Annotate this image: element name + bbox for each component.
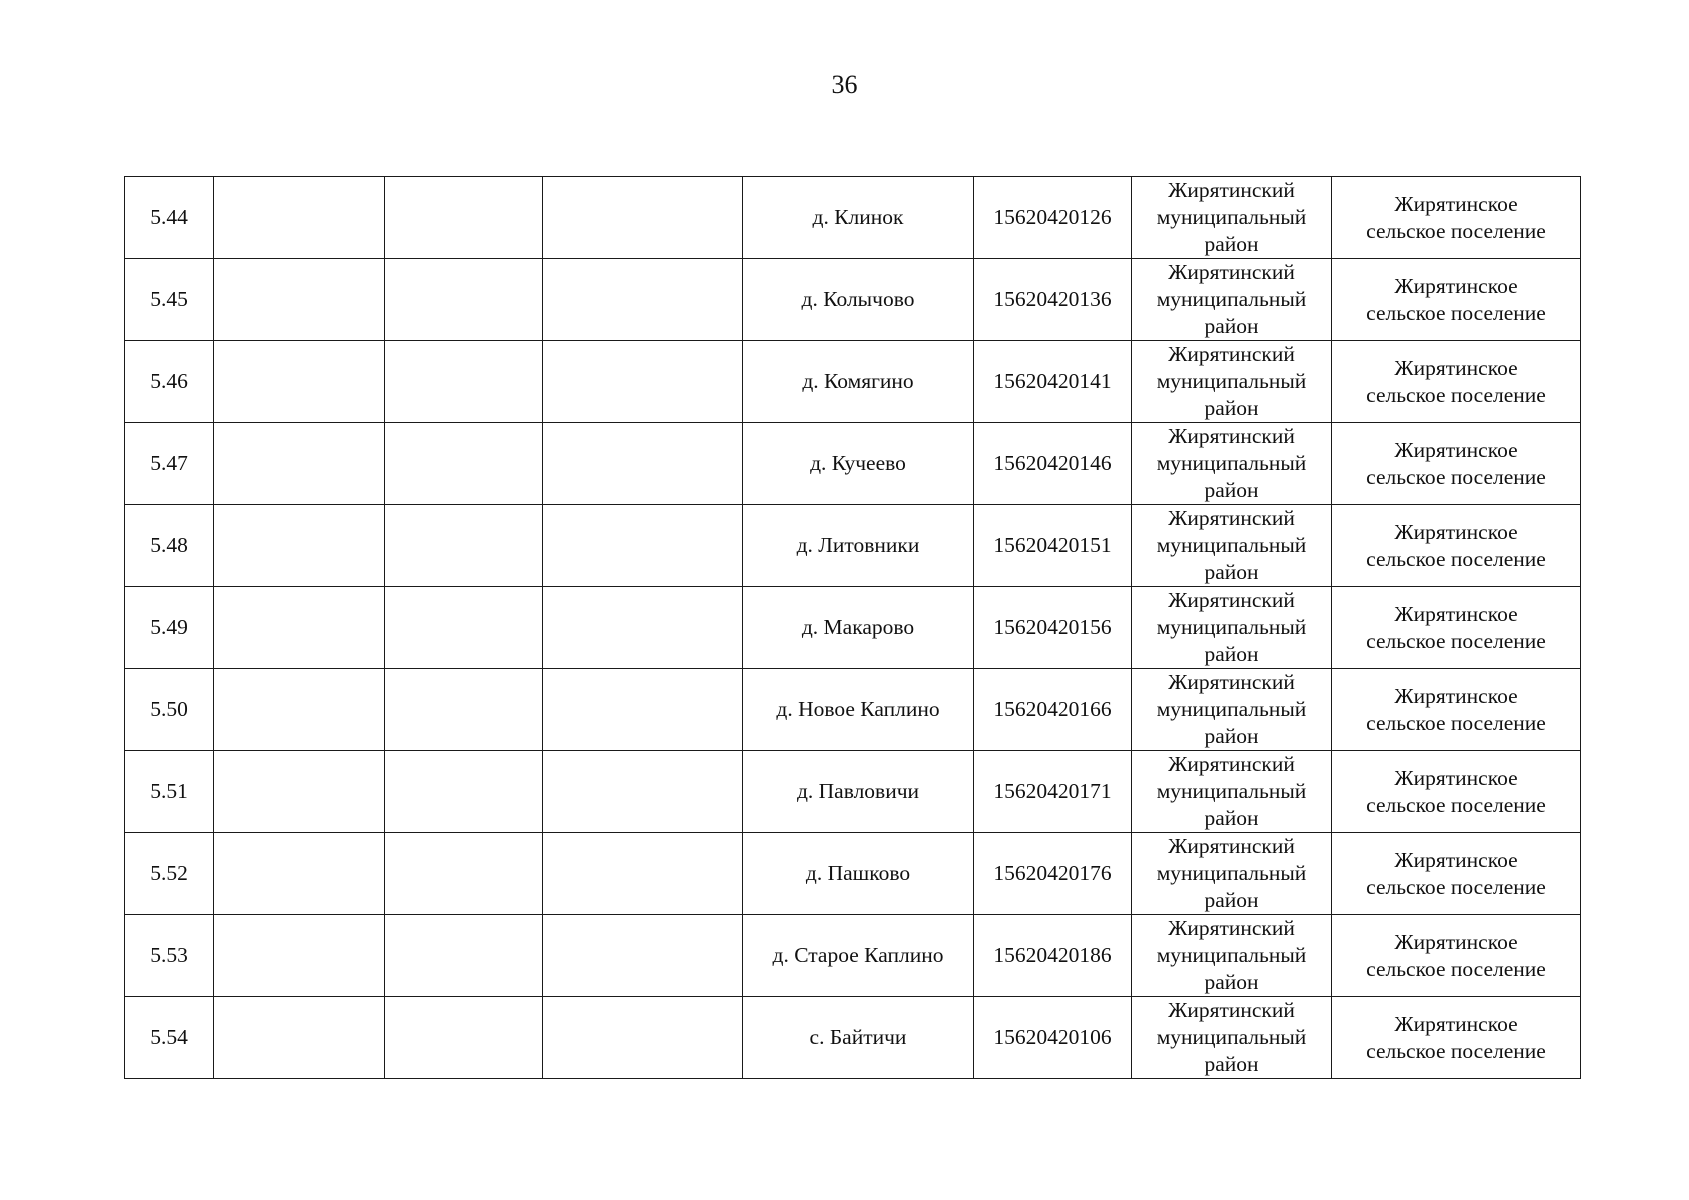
settlement-line: сельское поселение [1366,792,1546,817]
empty-cell [385,505,543,587]
row-number-cell: 5.44 [125,177,214,259]
empty-cell [543,751,743,833]
empty-cell [385,997,543,1079]
oktmo-code-cell: 15620420136 [974,259,1132,341]
oktmo-code-cell: 15620420176 [974,833,1132,915]
page-number: 36 [831,70,858,99]
table-row [125,997,1581,1079]
row-number-cell: 5.47 [125,423,214,505]
settlement-line: Жирятинское [1394,273,1518,298]
table-row [125,423,1581,505]
oktmo-code-cell: 15620420106 [974,997,1132,1079]
municipal-district-cell [1132,423,1332,505]
district-line: муниципальный [1156,779,1307,803]
row-number-cell: 5.51 [125,751,214,833]
settlement-line: сельское поселение [1366,956,1546,981]
district-line: муниципальный [1156,369,1307,393]
settlement-cell [1332,915,1581,997]
district-line: район [1204,478,1259,502]
empty-cell [543,177,743,259]
settlement-line: сельское поселение [1366,300,1546,325]
locality-name-cell: д. Старое Каплино [743,915,974,997]
locality-name-cell: д. Комягино [743,341,974,423]
district-line: муниципальный [1156,615,1307,639]
row-number-cell: 5.46 [125,341,214,423]
table-row [125,751,1581,833]
settlements-table [124,176,1581,1079]
municipal-district-cell [1132,669,1332,751]
table-row [125,833,1581,915]
settlement-line: Жирятинское [1394,929,1518,954]
settlement-line: сельское поселение [1366,1038,1546,1063]
settlement-line: сельское поселение [1366,710,1546,735]
empty-cell [385,669,543,751]
settlement-cell [1332,587,1581,669]
settlement-cell [1332,259,1581,341]
district-line: район [1204,560,1259,584]
municipal-district-cell [1132,505,1332,587]
empty-cell [214,259,385,341]
district-line: район [1204,806,1259,830]
district-line: Жирятинский [1168,834,1295,858]
oktmo-code-cell: 15620420126 [974,177,1132,259]
empty-cell [543,587,743,669]
municipal-district-cell [1132,751,1332,833]
district-line: Жирятинский [1168,424,1295,448]
empty-cell [385,915,543,997]
settlement-line: Жирятинское [1394,191,1518,216]
locality-name-cell: д. Макарово [743,587,974,669]
district-line: Жирятинский [1168,506,1295,530]
settlement-line: Жирятинское [1394,847,1518,872]
district-line: муниципальный [1156,861,1307,885]
empty-cell [214,751,385,833]
oktmo-code-cell: 15620420186 [974,915,1132,997]
settlement-cell [1332,341,1581,423]
empty-cell [543,505,743,587]
district-line: район [1204,396,1259,420]
empty-cell [543,833,743,915]
settlement-cell [1332,177,1581,259]
settlement-cell [1332,997,1581,1079]
settlement-line: Жирятинское [1394,519,1518,544]
settlement-line: сельское поселение [1366,874,1546,899]
district-line: Жирятинский [1168,588,1295,612]
table-row [125,177,1581,259]
table-body [125,177,1581,1079]
municipal-district-cell [1132,833,1332,915]
settlement-cell [1332,669,1581,751]
settlement-cell [1332,423,1581,505]
table-row [125,341,1581,423]
settlement-line: сельское поселение [1366,382,1546,407]
empty-cell [214,915,385,997]
district-line: Жирятинский [1168,916,1295,940]
settlement-line: Жирятинское [1394,355,1518,380]
oktmo-code-cell: 15620420166 [974,669,1132,751]
empty-cell [385,751,543,833]
district-line: муниципальный [1156,287,1307,311]
empty-cell [214,833,385,915]
empty-cell [543,423,743,505]
row-number-cell: 5.49 [125,587,214,669]
locality-name-cell: д. Павловичи [743,751,974,833]
empty-cell [543,915,743,997]
settlement-line: Жирятинское [1394,1011,1518,1036]
oktmo-code-cell: 15620420171 [974,751,1132,833]
empty-cell [385,587,543,669]
settlement-line: сельское поселение [1366,464,1546,489]
municipal-district-cell [1132,341,1332,423]
municipal-district-cell [1132,997,1332,1079]
empty-cell [385,423,543,505]
settlement-cell [1332,751,1581,833]
row-number-cell: 5.53 [125,915,214,997]
district-line: район [1204,314,1259,338]
empty-cell [214,505,385,587]
district-line: муниципальный [1156,943,1307,967]
district-line: муниципальный [1156,1025,1307,1049]
locality-name-cell: д. Новое Каплино [743,669,974,751]
empty-cell [214,341,385,423]
district-line: муниципальный [1156,451,1307,475]
row-number-cell: 5.54 [125,997,214,1079]
district-line: район [1204,888,1259,912]
settlement-line: Жирятинское [1394,765,1518,790]
district-line: район [1204,724,1259,748]
settlement-line: Жирятинское [1394,601,1518,626]
district-line: муниципальный [1156,205,1307,229]
municipal-district-cell [1132,915,1332,997]
empty-cell [214,997,385,1079]
table-row [125,505,1581,587]
empty-cell [214,423,385,505]
district-line: Жирятинский [1168,342,1295,366]
settlement-line: Жирятинское [1394,437,1518,462]
locality-name-cell: д. Литовники [743,505,974,587]
district-line: Жирятинский [1168,752,1295,776]
settlement-line: Жирятинское [1394,683,1518,708]
empty-cell [385,341,543,423]
oktmo-code-cell: 15620420151 [974,505,1132,587]
empty-cell [385,259,543,341]
district-line: Жирятинский [1168,178,1295,202]
district-line: муниципальный [1156,697,1307,721]
district-line: район [1204,1052,1259,1076]
district-line: Жирятинский [1168,670,1295,694]
district-line: муниципальный [1156,533,1307,557]
empty-cell [543,341,743,423]
municipal-district-cell [1132,259,1332,341]
locality-name-cell: д. Клинок [743,177,974,259]
locality-name-cell: д. Пашково [743,833,974,915]
oktmo-code-cell: 15620420156 [974,587,1132,669]
row-number-cell: 5.48 [125,505,214,587]
locality-name-cell: д. Колычово [743,259,974,341]
empty-cell [543,669,743,751]
empty-cell [543,997,743,1079]
table-row [125,669,1581,751]
empty-cell [214,587,385,669]
settlement-line: сельское поселение [1366,218,1546,243]
district-line: Жирятинский [1168,998,1295,1022]
settlement-line: сельское поселение [1366,628,1546,653]
settlement-cell [1332,833,1581,915]
district-line: район [1204,232,1259,256]
municipal-district-cell [1132,587,1332,669]
empty-cell [214,177,385,259]
table-row [125,587,1581,669]
row-number-cell: 5.45 [125,259,214,341]
municipal-district-cell [1132,177,1332,259]
table-row [125,259,1581,341]
district-line: район [1204,642,1259,666]
settlement-line: сельское поселение [1366,546,1546,571]
empty-cell [385,177,543,259]
row-number-cell: 5.52 [125,833,214,915]
district-line: Жирятинский [1168,260,1295,284]
empty-cell [543,259,743,341]
empty-cell [214,669,385,751]
oktmo-code-cell: 15620420146 [974,423,1132,505]
empty-cell [385,833,543,915]
table-row [125,915,1581,997]
district-line: район [1204,970,1259,994]
oktmo-code-cell: 15620420141 [974,341,1132,423]
settlement-cell [1332,505,1581,587]
row-number-cell: 5.50 [125,669,214,751]
locality-name-cell: с. Байтичи [743,997,974,1079]
locality-name-cell: д. Кучеево [743,423,974,505]
